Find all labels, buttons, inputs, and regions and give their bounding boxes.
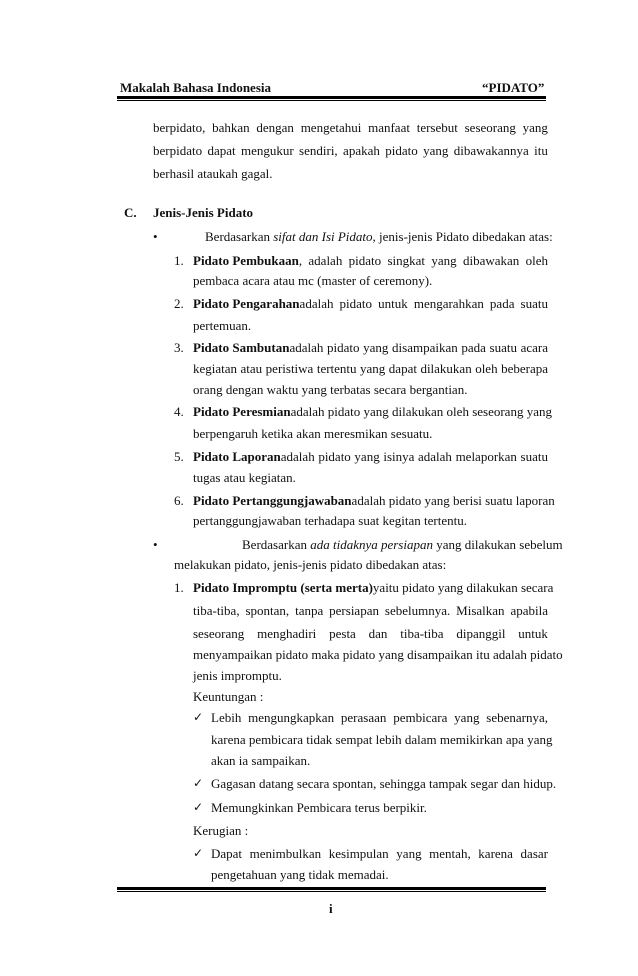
- bullet-1-text: Berdasarkan sifat dan Isi Pidato, jenis-jenis Pidato dibedakan atas:: [205, 229, 553, 244]
- item-3-number: 3.: [174, 340, 184, 355]
- impromptu-line-3: seseorang menghadiri pesta dan tiba-tiba dipanggil untuk: [193, 626, 548, 641]
- item-4-line-2: berpengaruh ketika akan meresmikan sesuatu.: [193, 426, 433, 441]
- item-6-number: 6.: [174, 493, 184, 508]
- item-2-line-2: pertemuan.: [193, 318, 252, 333]
- item-6-line-2: pertanggungjawaban terhadapa suat kegitan tertentu.: [193, 513, 467, 528]
- item-3-line-1: Pidato Sambutan adalah pidato yang disampaikan pada suatu acara: [193, 340, 548, 355]
- advantage-2: Gagasan datang secara spontan, sehingga tampak segar dan hidup.: [211, 776, 557, 791]
- intro-line-1: berpidato, bahkan dengan mengetahui manfaat tersebut seseorang yang: [153, 120, 548, 135]
- advantage-1-line-3: akan ia sampaikan.: [211, 753, 311, 768]
- page-number: i: [329, 901, 333, 916]
- header-rule: [117, 96, 546, 99]
- impromptu-line-5: jenis impromptu.: [193, 668, 282, 683]
- footer-rule: [117, 887, 546, 890]
- check-icon: ✓: [193, 846, 204, 860]
- section-title: Jenis-Jenis Pidato: [153, 205, 254, 220]
- intro-line-3: berhasil ataukah gagal.: [153, 166, 273, 181]
- item-4-line-1: Pidato Peresmian adalah pidato yang dilakukan oleh seseorang yang: [193, 404, 552, 419]
- disadvantage-1-line-2: pengetahuan yang tidak memadai.: [211, 867, 389, 882]
- section-letter: C.: [124, 205, 137, 220]
- footer-rule-thin: [117, 891, 546, 892]
- check-icon: ✓: [193, 800, 204, 814]
- check-icon: ✓: [193, 776, 204, 790]
- item-2-number: 2.: [174, 296, 184, 311]
- header-rule-thin: [117, 100, 546, 101]
- impromptu-line-1: Pidato Impromptu (serta merta) yaitu pidato yang dilakukan secara: [193, 580, 554, 595]
- bullet-2-line-2: melakukan pidato, jenis-jenis pidato dibedakan atas:: [174, 557, 447, 572]
- impromptu-line-2: tiba-tiba, spontan, tanpa persiapan sebelumnya. Misalkan apabila: [193, 603, 548, 618]
- advantages-label: Keuntungan :: [193, 689, 264, 704]
- bullet-2: •: [153, 537, 158, 552]
- disadvantage-1-line-1: Dapat menimbulkan kesimpulan yang mentah, karena dasar: [211, 846, 548, 861]
- check-icon: ✓: [193, 710, 204, 724]
- item-2-line-1: Pidato Pengarahan adalah pidato untuk mengarahkan pada suatu: [193, 296, 548, 311]
- item-1-line-2: pembaca acara atau mc (master of ceremony).: [193, 273, 433, 288]
- item-4-number: 4.: [174, 404, 184, 419]
- bullet-1: •: [153, 229, 158, 244]
- item-1-line-1: Pidato Pembukaan , adalah pidato singkat yang dibawakan oleh: [193, 253, 548, 268]
- item-5-number: 5.: [174, 449, 184, 464]
- item-5-line-2: tugas atau kegiatan.: [193, 470, 296, 485]
- advantage-1-line-1: Lebih mengungkapkan perasaan pembicara yang sebenarnya,: [211, 710, 548, 725]
- item-3-line-2: kegiatan atau peristiwa tertentu yang dapat dilakukan oleh beberapa: [193, 361, 548, 376]
- item-5-line-1: Pidato Laporan adalah pidato yang isinya adalah melaporkan suatu: [193, 449, 548, 464]
- advantage-1-line-2: karena pembicara tidak sempat lebih dalam memikirkan apa yang: [211, 732, 553, 747]
- header-title: Makalah Bahasa Indonesia: [120, 80, 271, 95]
- item-6-line-1: Pidato Pertanggungjawaban adalah pidato yang berisi suatu laporan: [193, 493, 555, 508]
- impromptu-line-4: menyampaikan pidato maka pidato yang disampaikan itu adalah pidato: [193, 647, 563, 662]
- header-topic: “PIDATO”: [482, 80, 545, 95]
- intro-line-2: berpidato dapat mengukur sendiri, apakah pidato yang dibawakannya itu: [153, 143, 548, 158]
- impromptu-number: 1.: [174, 580, 184, 595]
- disadvantages-label: Kerugian :: [193, 823, 249, 838]
- item-3-line-3: orang dengan waktu yang terbatas secara bergantian.: [193, 382, 468, 397]
- advantage-3: Memungkinkan Pembicara terus berpikir.: [211, 800, 427, 815]
- item-1-number: 1.: [174, 253, 184, 268]
- bullet-2-text: Berdasarkan ada tidaknya persiapan yang dilakukan sebelum: [242, 537, 563, 552]
